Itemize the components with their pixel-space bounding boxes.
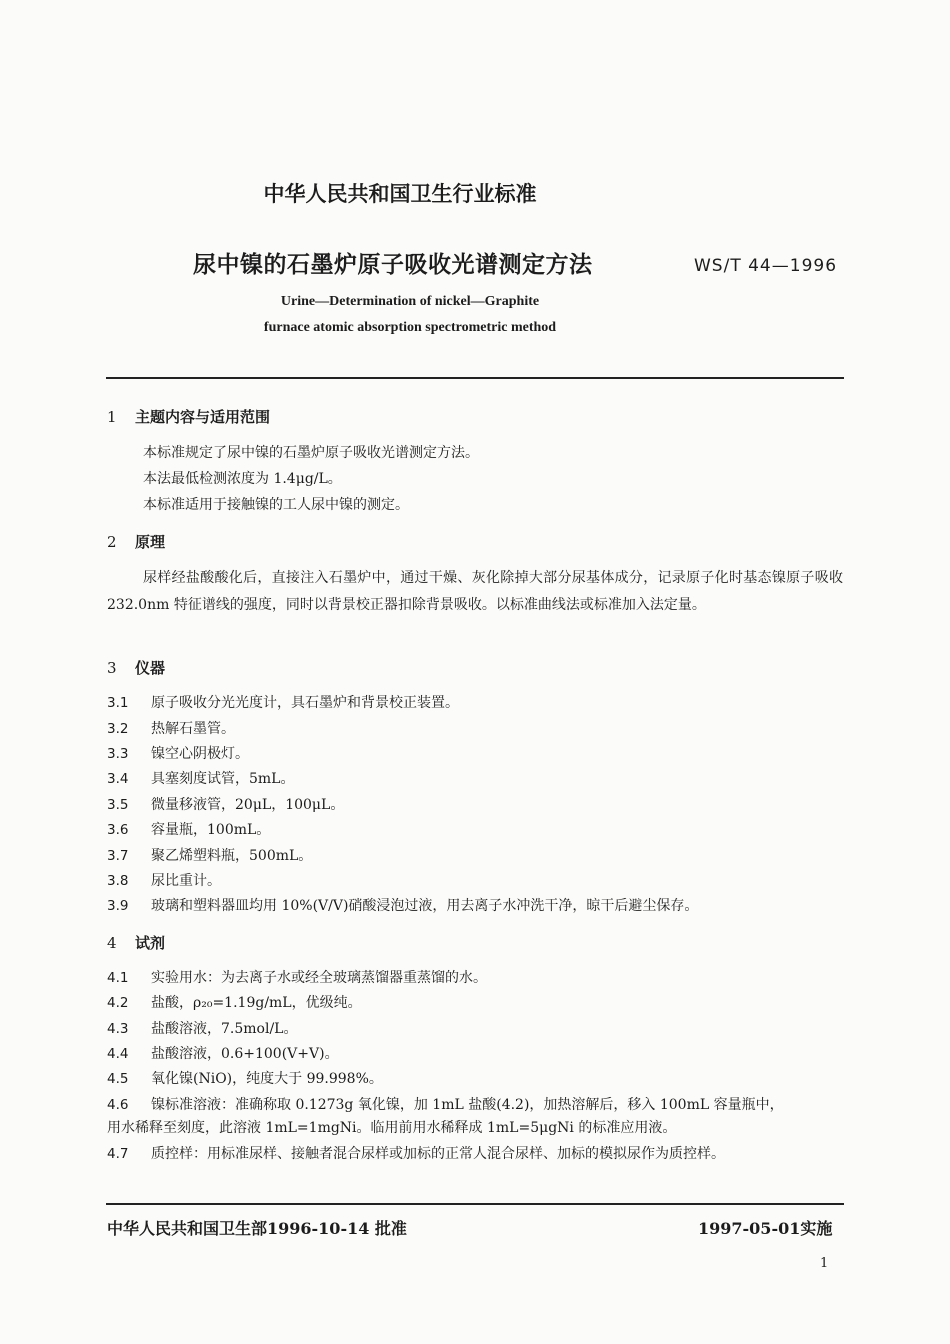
item-number: 3.5	[107, 797, 129, 813]
item-number: 3.9	[107, 898, 129, 914]
item-number: 3.2	[107, 721, 129, 737]
item-text: 热解石墨管。	[151, 721, 235, 737]
section-2-paragraph: 尿样经盐酸酸化后，直接注入石墨炉中，通过干燥、灰化除掉大部分尿基体成分，记录原子化时基态镍原子吸收 232.0nm 特征谱线的强度，同时以背景校正器扣除背景吸收。以标准曲线法或标准加入法定量。	[107, 570, 843, 613]
english-title-line-2: furnace atomic absorption spectrometric method	[263, 320, 557, 335]
section-number: 3	[107, 659, 117, 677]
section-title: 原理	[135, 533, 166, 551]
item-number: 4.1	[107, 970, 129, 986]
section-title: 主题内容与适用范围	[135, 408, 271, 426]
section-3-heading	[107, 657, 165, 678]
list-item	[107, 743, 249, 763]
item-number: 3.4	[107, 771, 129, 787]
list-item	[107, 845, 312, 865]
list-item	[107, 992, 362, 1012]
item-number: 4.6	[107, 1097, 129, 1113]
item-number: 3.1	[107, 695, 129, 711]
section-number: 2	[107, 533, 117, 551]
item-text: 尿比重计。	[151, 873, 221, 889]
section-title: 仪器	[135, 659, 166, 677]
item-number: 3.3	[107, 746, 129, 762]
section-title: 试剂	[135, 934, 166, 952]
list-item	[107, 1068, 383, 1088]
item-text: 聚乙烯塑料瓶，500mL。	[151, 848, 313, 864]
footer-rule	[106, 1203, 844, 1205]
section-number: 1	[107, 408, 117, 426]
item-number: 4.5	[107, 1071, 129, 1087]
section-number: 4	[107, 934, 117, 952]
item-text: 质控样：用标准尿样、接触者混合尿样或加标的正常人混合尿样、加标的模拟尿作为质控样。	[151, 1146, 725, 1162]
approval-date: 中华人民共和国卫生部1996-10-14 批准	[107, 1219, 407, 1238]
section-2-heading	[107, 531, 165, 552]
item-number: 3.7	[107, 848, 129, 864]
standard-body-header: 中华人民共和国卫生行业标准	[263, 181, 537, 206]
list-item	[107, 870, 221, 890]
list-item	[107, 967, 487, 987]
list-item	[107, 1094, 784, 1114]
standard-code: WS/T 44—1996	[694, 256, 838, 276]
item-text: 原子吸收分光光度计，具石墨炉和背景校正装置。	[151, 695, 459, 711]
item-text: 盐酸，ρ₂₀=1.19g/mL，优级纯。	[151, 995, 362, 1011]
english-title-line-1: Urine—Determination of nickel—Graphite	[280, 294, 540, 309]
list-item	[107, 692, 459, 712]
section-4-heading	[107, 932, 165, 953]
item-text: 实验用水：为去离子水或经全玻璃蒸馏器重蒸馏的水。	[151, 970, 487, 986]
item-text: 氧化镍(NiO)，纯度大于 99.998%。	[151, 1071, 383, 1087]
item-number: 4.3	[107, 1021, 129, 1037]
item-text: 镍空心阴极灯。	[151, 746, 249, 762]
section-1-line-1: 本标准规定了尿中镍的石墨炉原子吸收光谱测定方法。	[143, 445, 479, 461]
item-number: 4.7	[107, 1146, 129, 1162]
item-text: 盐酸溶液，7.5mol/L。	[151, 1021, 298, 1037]
list-item	[107, 718, 235, 738]
list-item	[107, 895, 698, 915]
item-text: 盐酸溶液，0.6+100(V+V)。	[151, 1046, 339, 1062]
item-text: 具塞刻度试管，5mL。	[151, 771, 295, 787]
list-item	[107, 819, 270, 839]
list-item	[107, 1143, 725, 1163]
list-item	[107, 1018, 297, 1038]
item-text: 玻璃和塑料器皿均用 10%(V/V)硝酸浸泡过液，用去离子水冲洗干净，晾干后避尘保存。	[151, 898, 699, 914]
item-number: 4.2	[107, 995, 129, 1011]
list-item	[107, 1043, 339, 1063]
list-item	[107, 794, 344, 814]
header-rule	[106, 377, 844, 379]
item-number: 4.4	[107, 1046, 129, 1062]
document-title: 尿中镍的石墨炉原子吸收光谱测定方法	[193, 251, 593, 278]
section-1-heading	[107, 406, 270, 427]
page-number: 1	[820, 1256, 829, 1271]
item-text: 镍标准溶液：准确称取 0.1273g 氧化镍，加 1mL 盐酸(4.2)，加热溶解后，移入 100mL 容量瓶中，	[151, 1097, 784, 1113]
list-item-continuation: 用水稀释至刻度，此溶液 1mL=1mgNi。临用前用水稀释成 1mL=5μgNi 的标准应用液。	[107, 1120, 677, 1136]
list-item	[107, 768, 294, 788]
section-1-line-2: 本法最低检测浓度为 1.4μg/L。	[143, 471, 342, 487]
item-number: 3.6	[107, 822, 129, 838]
effective-date: 1997-05-01实施	[698, 1219, 833, 1238]
item-text: 微量移液管，20μL，100μL。	[151, 797, 345, 813]
item-number: 3.8	[107, 873, 129, 889]
section-1-line-3: 本标准适用于接触镍的工人尿中镍的测定。	[143, 497, 409, 513]
item-text: 容量瓶，100mL。	[151, 822, 271, 838]
